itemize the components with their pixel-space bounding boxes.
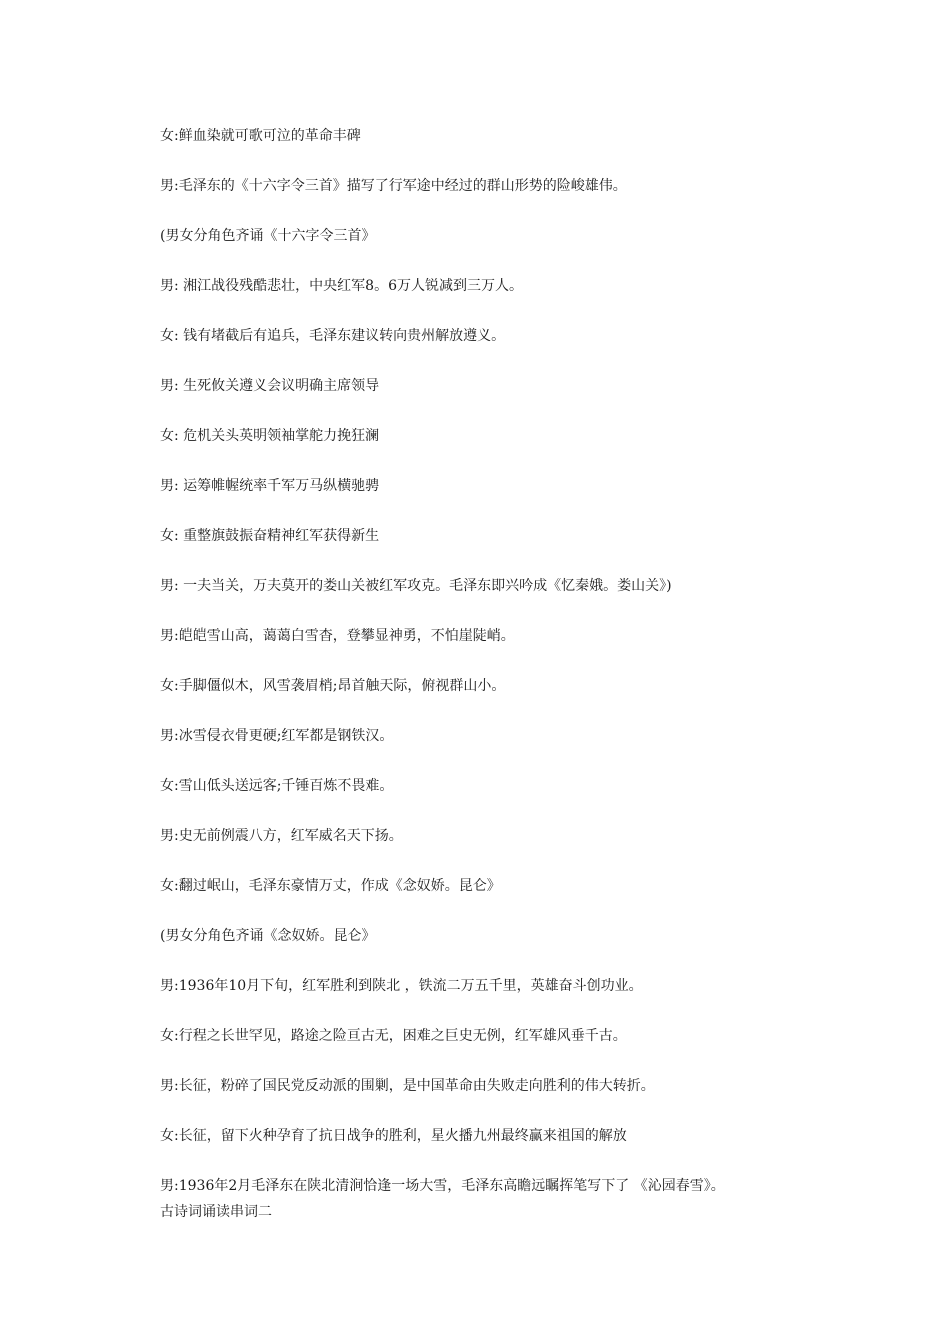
- text-line: 女:鲜血染就可歌可泣的革命丰碑: [160, 128, 361, 144]
- text-line: (男女分角色齐诵《十六字令三首》: [160, 228, 376, 244]
- text-line: 女: 重整旗鼓振奋精神红军获得新生: [160, 528, 380, 544]
- text-line: 男:1936年10月下旬，红军胜利到陕北 ，铁流二万五千里，英雄奋斗创功业。: [160, 978, 643, 994]
- text-line: 男: 运筹帷幄统率千军万马纵横驰骋: [160, 478, 380, 494]
- text-line: 男:毛泽东的《十六字令三首》描写了行军途中经过的群山形势的险峻雄伟。: [160, 178, 627, 194]
- text-line: 女: 钱有堵截后有追兵，毛泽东建议转向贵州解放遵义。: [160, 328, 506, 344]
- text-line: 女: 危机关头英明领袖掌舵力挽狂澜: [160, 428, 380, 444]
- text-line: 男:冰雪侵衣骨更硬;红军都是钢铁汉。: [160, 728, 394, 744]
- text-line: 女:手脚僵似木，风雪袭眉梢;昂首触天际，俯视群山小。: [160, 678, 506, 694]
- text-line: 男:史无前例震八方，红军威名天下扬。: [160, 828, 403, 844]
- text-line: 女:行程之长世罕见，路途之险亘古无，困难之巨史无例，红军雄风垂千古。: [160, 1028, 627, 1044]
- document-body: [160, 126, 860, 1222]
- text-line: 女:翻过岷山，毛泽东豪情万丈，作成《念奴娇。昆仑》: [160, 878, 501, 894]
- text-line: 男:1936年2月毛泽东在陕北清涧恰逢一场大雪，毛泽东高瞻远瞩挥笔写下了 《沁园春雪》。: [160, 1178, 725, 1194]
- text-line: 女:长征，留下火种孕育了抗日战争的胜利，星火播九州最终赢来祖国的解放: [160, 1128, 627, 1144]
- text-line: 男: 一夫当关，万夫莫开的娄山关被红军攻克。毛泽东即兴吟成《忆秦娥。娄山关》): [160, 578, 672, 594]
- text-line: 女:雪山低头送远客;千锤百炼不畏难。: [160, 778, 394, 794]
- text-line: 男: 生死攸关遵义会议明确主席领导: [160, 378, 380, 394]
- text-line: 男:皑皑雪山高，蔼蔼白雪杳，登攀显神勇，不怕崖陡峭。: [160, 628, 515, 644]
- section-heading: 古诗词诵读串词二: [160, 1204, 272, 1220]
- text-line: 男:长征，粉碎了国民党反动派的围剿，是中国革命由失败走向胜利的伟大转折。: [160, 1078, 655, 1094]
- text-line: 男: 湘江战役残酷悲壮，中央红军8。6万人锐减到三万人。: [160, 278, 523, 294]
- text-line: (男女分角色齐诵《念奴娇。昆仑》: [160, 928, 376, 944]
